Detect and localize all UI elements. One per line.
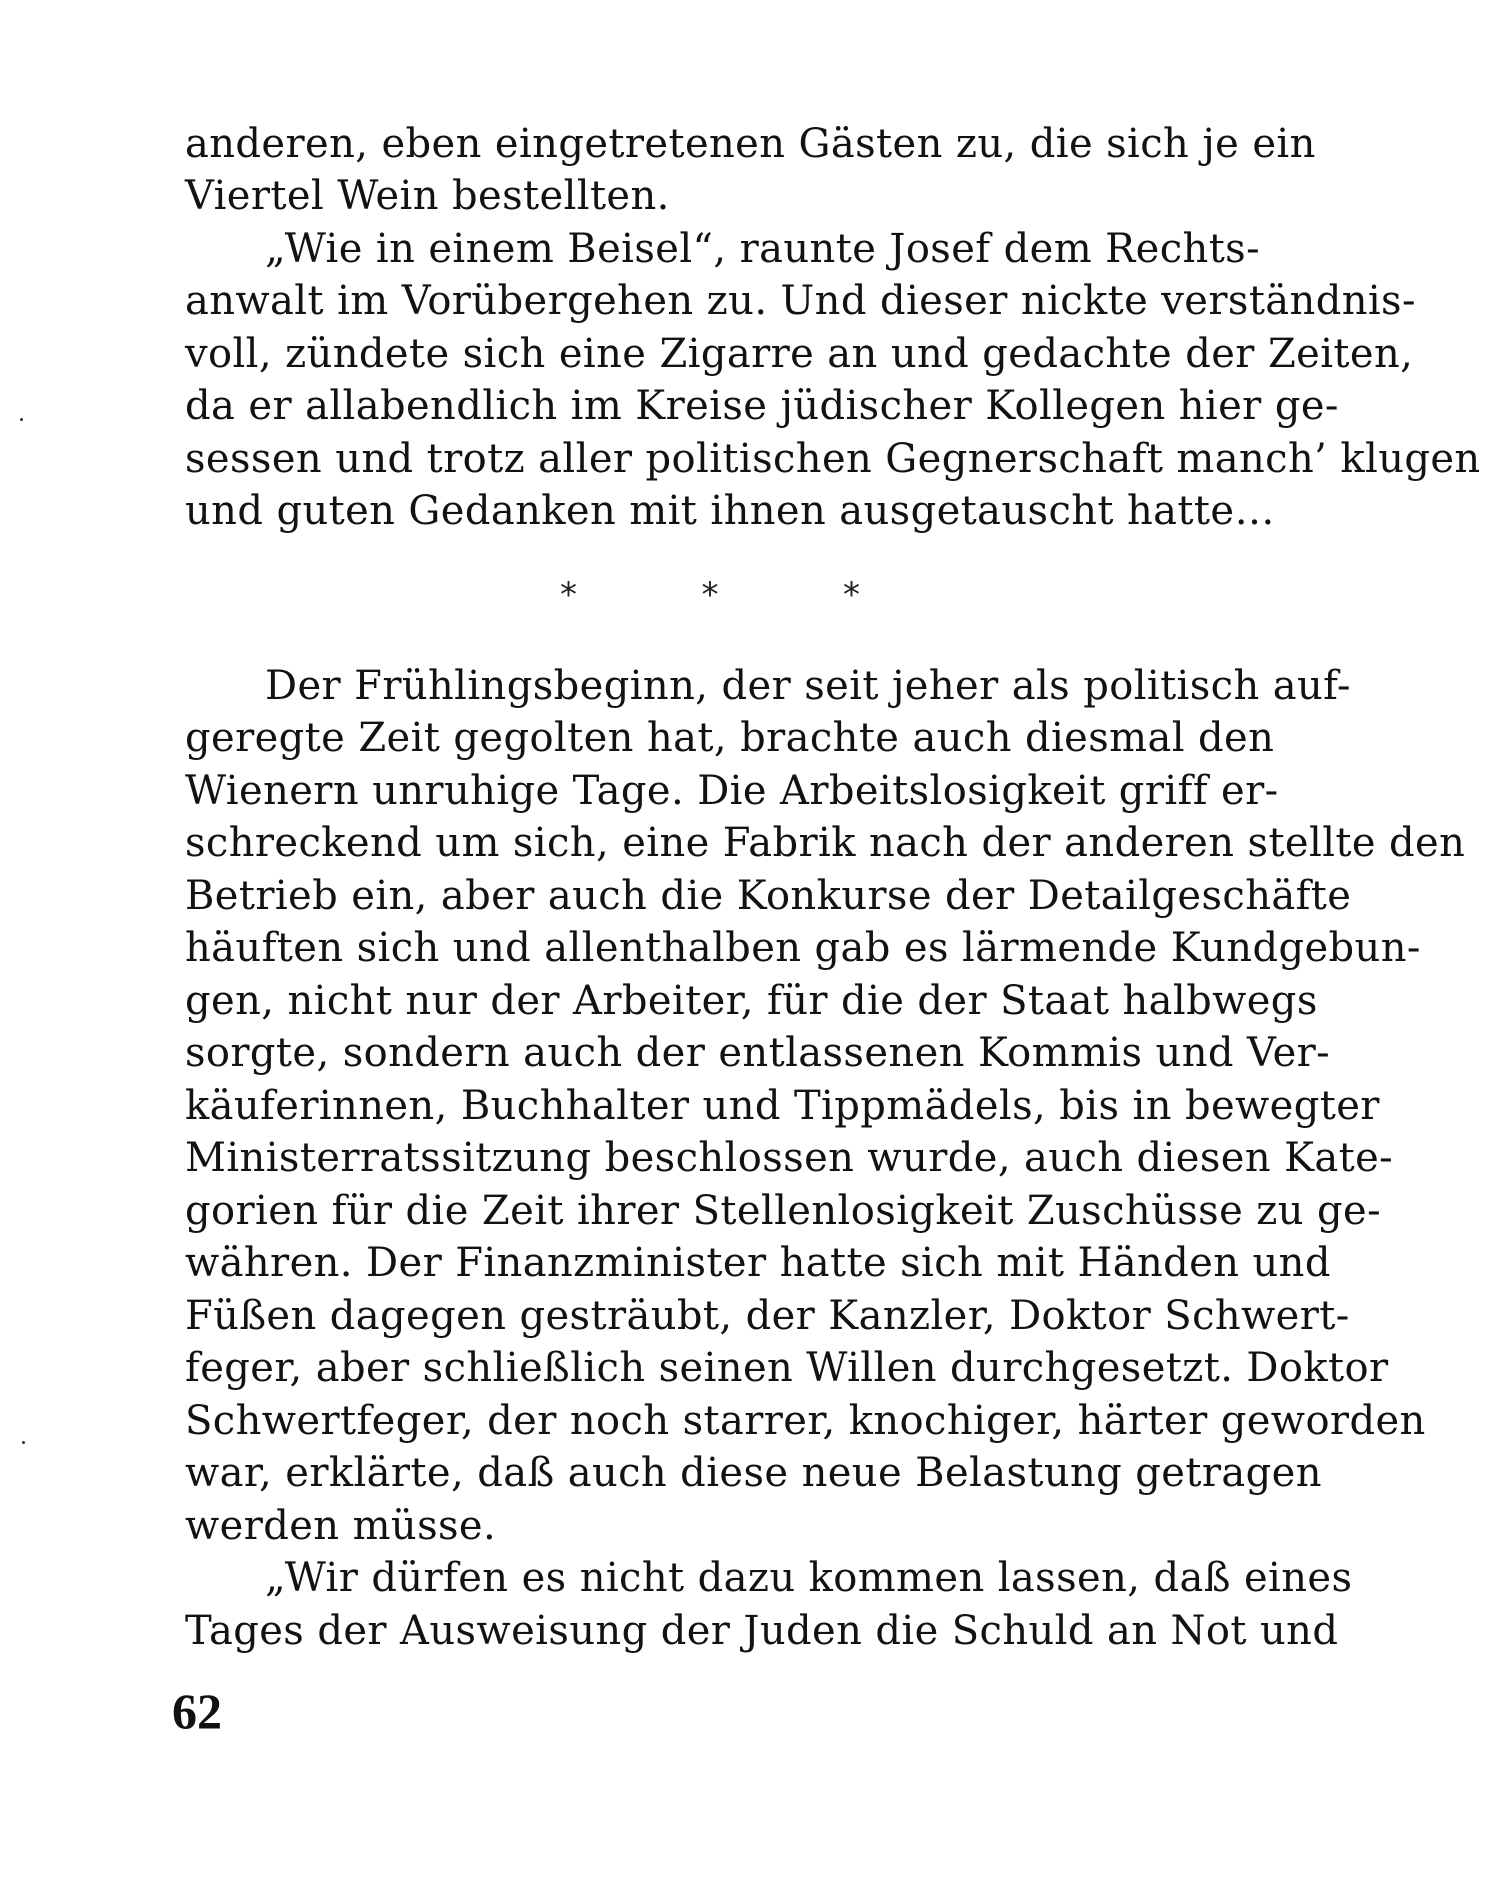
section-separator	[560, 575, 860, 615]
text-line: feger, aber schließlich seinen Willen durchgesetzt. Doktor	[185, 1345, 1389, 1391]
text-line: da er allabendlich im Kreise jüdischer Kollegen hier ge-	[185, 383, 1339, 429]
text-line: Wienern unruhige Tage. Die Arbeitslosigkeit griff er-	[185, 768, 1279, 814]
text-line: Schwertfeger, der noch starrer, knochiger, härter geworden	[185, 1398, 1426, 1444]
page-number: 62	[172, 1683, 222, 1739]
text-line: „Wir dürfen es nicht dazu kommen lassen, daß eines	[265, 1555, 1353, 1601]
text-line: Viertel Wein bestellten.	[185, 173, 670, 219]
text-line: voll, zündete sich eine Zigarre an und gedachte der Zeiten,	[185, 331, 1414, 377]
text-line: häuften sich und allenthalben gab es lärmende Kundgebun-	[185, 925, 1421, 971]
text-line: sorgte, sondern auch der entlassenen Kommis und Ver-	[185, 1030, 1331, 1076]
text-line: und guten Gedanken mit ihnen ausgetauscht hatte…	[185, 488, 1275, 534]
text-line: Tages der Ausweisung der Juden die Schuld an Not und	[185, 1608, 1339, 1654]
text-line: „Wie in einem Beisel“, raunte Josef dem Rechts-	[265, 226, 1261, 272]
text-line: gorien für die Zeit ihrer Stellenlosigkeit Zuschüsse zu ge-	[185, 1188, 1382, 1234]
text-line: werden müsse.	[185, 1503, 497, 1549]
text-line: käuferinnen, Buchhalter und Tippmädels, bis in bewegter	[185, 1083, 1380, 1129]
text-line: war, erklärte, daß auch diese neue Belastung getragen	[185, 1450, 1322, 1496]
separator-asterisk: *	[843, 575, 860, 615]
text-line: währen. Der Finanzminister hatte sich mit Händen und	[185, 1240, 1331, 1286]
text-line: anderen, eben eingetretenen Gästen zu, die sich je ein	[185, 121, 1316, 167]
separator-asterisk: *	[701, 575, 719, 615]
scan-speck	[20, 418, 23, 421]
text-line: Füßen dagegen gesträubt, der Kanzler, Doktor Schwert-	[185, 1293, 1350, 1339]
text-line: Ministerratssitzung beschlossen wurde, auch diesen Kate-	[185, 1135, 1394, 1181]
text-line: geregte Zeit gegolten hat, brachte auch diesmal den	[185, 715, 1275, 761]
scan-speck	[22, 1441, 25, 1444]
text-line: anwalt im Vorübergehen zu. Und dieser nickte verständnis-	[185, 278, 1416, 324]
text-line: Der Frühlingsbeginn, der seit jeher als politisch auf-	[265, 663, 1351, 709]
text-line: Betrieb ein, aber auch die Konkurse der Detailgeschäfte	[185, 873, 1352, 919]
text-line: schreckend um sich, eine Fabrik nach der anderen stellte den	[185, 820, 1466, 866]
text-line: sessen und trotz aller politischen Gegnerschaft manch’ klugen	[185, 436, 1481, 482]
separator-asterisk: *	[560, 575, 577, 615]
text-line: gen, nicht nur der Arbeiter, für die der Staat halbwegs	[185, 978, 1318, 1024]
